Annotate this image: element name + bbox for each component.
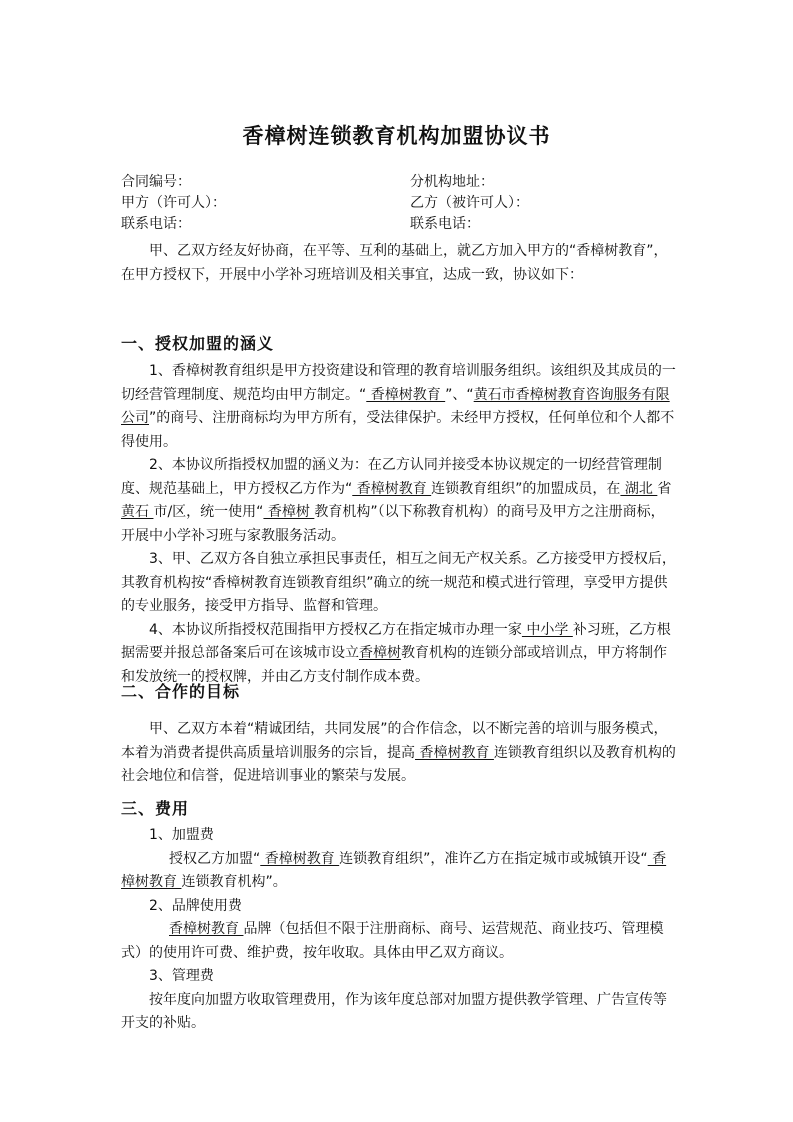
clause-1-2-text-d: 市/区，统一使用“ xyxy=(153,504,264,520)
section-1-heading: 一、授权加盟的涵义 xyxy=(121,334,275,353)
section-1-clauses xyxy=(121,360,676,689)
fee-item-2-fill: 香樟树教育 xyxy=(169,921,244,937)
clause-1-2-text-a: 2、本协议所指授权加盟的涵义为：在乙方认同并接受本协议规定的一切经营管理制度、规范基础上，甲方授权乙方作为“ xyxy=(121,457,662,497)
section-2-text-b: 连锁教育组织以及教育机构的社会地位和信誉，促进培训事业的繁荣与发展。 xyxy=(121,744,676,784)
meta-row-2 xyxy=(121,193,681,214)
fee-item-1-fill-1: 香樟树教育 xyxy=(260,850,340,867)
clause-1-1-text-c: ”的商号、注册商标均为甲方所有，受法律保护。未经甲方授权，任何单位和个人都不得使用。 xyxy=(121,410,675,450)
branch-address-label: 分机构地址： xyxy=(410,174,494,190)
document-title: 香樟树连锁教育机构加盟协议书 xyxy=(242,123,551,148)
meta-row-3 xyxy=(121,214,681,235)
fee-item-1-title: 1、加盟费 xyxy=(149,827,214,843)
contract-no-label: 合同编号： xyxy=(121,174,191,190)
section-3-heading: 三、费用 xyxy=(121,799,190,818)
fee-item-1-body xyxy=(121,848,676,895)
clause-1-1-text-a: 1、香樟树教育组织是甲方投资建设和管理的教育培训服务组织。该组织及其成员的一切经营管理制度、规范均由甲方制定。“ xyxy=(121,363,676,403)
fee-item-1-text-b: 连锁教育组织”，准许乙方在指定城市或城镇开设“ xyxy=(339,850,648,867)
fee-item-2-body xyxy=(121,918,676,965)
section-2-heading: 二、合作的目标 xyxy=(121,682,241,701)
contract-meta xyxy=(121,172,681,235)
clause-1-2-fill-brand: 香樟树 xyxy=(263,504,315,520)
fee-item-2-title: 2、品牌使用费 xyxy=(149,897,242,914)
fee-item-1-fill-2: 香樟树教育 xyxy=(121,850,667,890)
clause-1-2-fill-1: 香樟树教育 xyxy=(352,480,432,497)
party-b-label: 乙方（被许可人）： xyxy=(410,195,529,211)
clause-1-4-fill-1: 中小学 xyxy=(521,621,573,638)
clause-1-4-text-c: 教育机构的连锁分部或培训点，甲方将制作和发放统一的授权牌，并由乙方支付制作成本费。 xyxy=(121,645,667,685)
fee-item-1-text-c: 连锁教育机构”。 xyxy=(181,874,287,890)
section-2-fill: 香樟树教育 xyxy=(415,744,494,761)
clause-1-3: 3、甲、乙双方各自独立承担民事责任，相互之间无产权关系。乙方接受甲方授权后，其教育机构按“香樟树教育连锁教育组织”确立的统一规范和模式进行管理，享受甲方提供的专业服务，接受甲方指导、监督和管理。 xyxy=(121,551,676,614)
clause-1-2-text-c: 省 xyxy=(657,480,672,497)
fee-item-3-body: 按年度向加盟方收取管理费用，作为该年度总部对加盟方提供教学管理、广告宣传等开支的补贴。 xyxy=(121,991,667,1031)
phone-a-label: 联系电话： xyxy=(121,216,191,232)
fee-item-1-text-a: 授权乙方加盟“ xyxy=(169,850,261,867)
clause-1-2-text-b: 连锁教育组织”的加盟成员，在 xyxy=(431,480,621,497)
meta-row-1 xyxy=(121,172,681,193)
clause-1-2 xyxy=(121,454,676,548)
clause-1-2-text-e: 教育机构”（以下称教育机构）的商号及甲方之注册商标，开展中小学补习班与家教服务活动。 xyxy=(121,504,665,544)
intro-paragraph: 甲、乙双方经友好协商，在平等、互利的基础上，就乙方加入甲方的“香樟树教育”，在甲方授权下，开展中小学补习班培训及相关事宜，达成一致，协议如下： xyxy=(121,243,668,283)
clause-1-1 xyxy=(121,360,676,454)
clause-1-2-fill-city: 黄石 xyxy=(121,504,154,520)
section-2-paragraph xyxy=(121,718,676,789)
clause-1-1-fill-2: 黄石市香樟树教育咨询服务有限公司 xyxy=(121,386,670,426)
clause-1-1-fill-1: 香樟树教育 xyxy=(366,386,446,403)
fee-item-2-text: 品牌（包括但不限于注册商标、商号、运营规范、商业技巧、管理模式）的使用许可费、维护费，按年收取。具体由甲乙双方商议。 xyxy=(121,921,664,961)
party-a-label: 甲方（许可人）： xyxy=(121,195,226,211)
fee-item-3-title: 3、管理费 xyxy=(149,968,214,984)
phone-b-label: 联系电话： xyxy=(410,216,480,232)
clause-1-1-text-b: ”、“ xyxy=(445,386,474,403)
clause-1-2-fill-province: 湖北 xyxy=(620,480,658,497)
clause-1-4-fill-2: 香樟树 xyxy=(359,645,401,661)
clause-1-4-text-b: 补习班，乙方根据需要并报总部备案后可在该城市设立 xyxy=(121,621,671,661)
clause-1-4-text-a: 4、本协议所指授权范围指甲方授权乙方在指定城市办理一家 xyxy=(149,621,522,638)
section-2-text-a: 甲、乙双方本着“精诚团结，共同发展”的合作信念，以不断完善的培训与服务模式，本着为消费者提供高质量培训服务的宗旨，提高 xyxy=(121,721,668,761)
section-3-items xyxy=(121,824,676,1036)
